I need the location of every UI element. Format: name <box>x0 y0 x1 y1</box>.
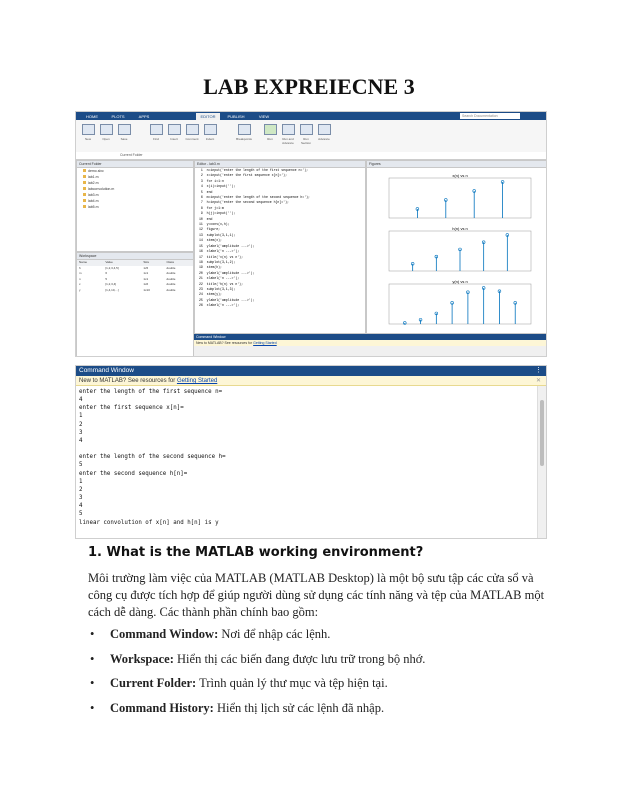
mini-command-window <box>194 334 546 356</box>
workspace-cell: double <box>166 287 176 292</box>
workspace-cell: double <box>166 276 176 281</box>
toolstrip-ribbon <box>76 120 546 153</box>
document-title: LAB EXPREIECNE 3 <box>203 74 415 99</box>
code-line[interactable]: 16 xlabel('n --->'); <box>199 249 240 254</box>
open-button[interactable]: Open <box>98 124 114 146</box>
workspace-cell: m <box>79 271 82 275</box>
plot-title: y(n) vs n <box>452 279 468 284</box>
code-line[interactable]: 21 xlabel('n --->'); <box>199 276 240 281</box>
bullet-icon: • <box>90 676 95 690</box>
code-editor[interactable] <box>195 168 365 309</box>
command-output-line: 3 <box>79 495 83 502</box>
run-button[interactable]: Run <box>262 124 278 146</box>
component-description: Nơi để nhập các lệnh. <box>218 627 331 641</box>
component-term: Current Folder: <box>110 676 197 690</box>
workspace-cell: y <box>79 287 81 292</box>
window-menu-icon[interactable]: ⋮ <box>535 367 542 374</box>
command-output-line: 1 <box>79 478 83 485</box>
file-item[interactable]: lab4.m <box>77 198 193 204</box>
stem-plots <box>367 168 545 332</box>
code-line[interactable]: 23 subplot(3,1,3); <box>199 286 236 291</box>
component-list-item <box>88 675 548 700</box>
component-term: Command Window: <box>110 627 219 641</box>
plot-title: h(n) vs n <box>452 226 468 231</box>
workspace-cell: 5 <box>105 276 108 281</box>
tab-apps[interactable]: APPS <box>138 114 150 119</box>
workspace-cell: 1x5 <box>143 265 149 270</box>
tab-publish[interactable]: PUBLISH <box>227 114 245 119</box>
workspace-column-header[interactable]: Class <box>164 260 193 266</box>
workspace-header: Workspace <box>77 253 193 260</box>
mini-command-window-title: Command Window <box>194 334 546 340</box>
component-description: Hiển thị các biến đang được lưu trữ trong bộ nhớ. <box>173 651 426 666</box>
search-input[interactable]: Search Documentation <box>460 113 520 119</box>
code-line[interactable]: 3 for i=1:n <box>199 178 224 183</box>
vertical-scrollbar[interactable] <box>537 386 546 538</box>
code-line[interactable]: 10 end <box>199 216 213 221</box>
code-line[interactable]: 25 ylabel('amplitude --->'); <box>199 297 255 302</box>
file-item[interactable]: lab2.m <box>77 180 193 186</box>
command-output-line: enter the length of the second sequence h= <box>79 454 226 461</box>
command-output-line: 4 <box>79 503 83 510</box>
plot-title: x(n) vs n <box>452 173 468 178</box>
code-line[interactable]: 8 for j=1:m <box>199 205 224 210</box>
workspace-column-header[interactable]: Size <box>141 260 164 266</box>
getting-started-link[interactable]: Getting Started <box>176 378 218 384</box>
code-line[interactable]: 11 y=conv(x,h); <box>199 222 230 227</box>
command-window-title: Command Window ⋮ <box>76 366 546 376</box>
bullet-icon: • <box>90 627 95 641</box>
workspace-cell: 1x1 <box>143 271 149 275</box>
file-list <box>77 168 193 210</box>
breakpoints-button[interactable]: Breakpoints <box>236 124 252 146</box>
workspace-cell: [1,2,3,4] <box>105 282 117 286</box>
command-output-line: 2 <box>79 421 83 428</box>
section-paragraph: Môi trường làm việc của MATLAB (MATLAB Desktop) là một bộ sưu tập các cửa sổ và công cụ được tích hợp để giúp người dùng sử dụng các tính năng và tệp của MATLAB một cách dễ dàng. Các thành phần chính bao gồm: <box>88 571 545 619</box>
workspace-row[interactable] <box>77 288 193 294</box>
workspace-cell: double <box>166 271 176 275</box>
figure-header: Figures <box>367 161 547 168</box>
indent-button[interactable]: Indent <box>202 124 218 146</box>
workspace-cell: double <box>166 282 176 286</box>
code-line[interactable]: 18 subplot(3,1,2); <box>199 259 236 264</box>
code-line[interactable]: 1 n=input('enter the length of the first sequence n='); <box>199 168 309 172</box>
workspace-cell: double <box>166 265 176 270</box>
scroll-thumb[interactable] <box>540 400 544 466</box>
tab-home[interactable]: HOME <box>86 114 98 119</box>
workspace-cell: h <box>79 265 81 270</box>
file-item[interactable]: lab3.m <box>77 192 193 198</box>
command-output-line: 5 <box>79 511 83 518</box>
close-icon[interactable]: ✕ <box>535 378 541 384</box>
figure-pane <box>366 160 547 334</box>
component-description: Hiển thị lịch sử các lệnh đã nhập. <box>213 700 385 715</box>
code-line[interactable]: 17 title('x(n) vs n'); <box>199 254 243 259</box>
workspace-cell: [1,2,3,4,5] <box>105 265 119 270</box>
command-output-line: linear convolution of x[n] and h[n] is y <box>79 519 219 526</box>
workspace-cell: [1,4,10,...] <box>105 287 119 292</box>
file-item[interactable]: lab5.m <box>77 204 193 210</box>
workspace-cell: x <box>79 282 81 286</box>
editor-header: Editor - lab3.m <box>195 161 365 168</box>
code-line[interactable]: 26 xlabel('n --->'); <box>199 303 240 308</box>
comment-button[interactable]: Comment <box>184 124 200 146</box>
advance-button[interactable]: Advance <box>316 124 332 146</box>
file-item[interactable]: lab1.m <box>77 174 193 180</box>
workspace-table <box>77 260 193 293</box>
current-folder-header: Current Folder <box>77 161 193 168</box>
command-output-line: enter the length of the first sequence n= <box>79 389 223 395</box>
command-output-line: 4 <box>79 397 83 404</box>
component-list-item <box>88 700 548 725</box>
command-output-line: enter the second sequence h[n]= <box>79 470 188 477</box>
component-list-item <box>88 626 548 651</box>
command-output[interactable] <box>79 388 529 527</box>
workspace-cell: 6 <box>105 271 108 275</box>
component-list <box>88 626 548 724</box>
axes-box <box>389 284 531 324</box>
current-folder-path: Current Folder <box>120 153 143 157</box>
workspace-cell: n <box>79 276 81 281</box>
workspace-column-header[interactable]: Value <box>103 260 141 266</box>
command-output-line: 2 <box>79 486 83 493</box>
code-line[interactable]: 20 ylabel('amplitude --->'); <box>199 270 255 275</box>
tab-plots[interactable]: PLOTS <box>111 114 125 119</box>
find-button[interactable]: Find <box>148 124 164 146</box>
command-output-line: 1 <box>79 413 83 420</box>
file-item[interactable]: demo.slxc <box>77 168 193 174</box>
code-line[interactable]: 12 figure; <box>199 227 221 232</box>
code-line[interactable]: 9 h(j)=input(''); <box>199 211 236 216</box>
code-line[interactable]: 6 m=input('enter the length of the second sequence h='); <box>199 195 310 200</box>
axes-box <box>389 178 531 218</box>
command-output-line: 3 <box>79 429 83 436</box>
subplot <box>389 279 531 324</box>
code-line[interactable]: 22 title('h(n) vs n'); <box>199 281 243 286</box>
matlab-desktop-screenshot <box>75 111 547 357</box>
mini-command-note: New to MATLAB? See resources for Getting Started <box>194 340 546 346</box>
code-line[interactable]: 7 h=input('enter the second sequence h[n]='); <box>199 200 289 205</box>
tab-editor[interactable]: EDITOR <box>196 113 220 120</box>
component-term: Command History: <box>110 700 214 715</box>
file-item[interactable]: labconvolution.m <box>77 186 193 192</box>
run-section-button[interactable]: Run Section <box>298 124 314 146</box>
code-line[interactable]: 14 stem(x); <box>199 238 222 243</box>
command-output-line: 4 <box>79 437 83 444</box>
workspace-column-header[interactable]: Name <box>77 260 103 266</box>
save-button[interactable]: Save <box>116 124 132 146</box>
new-button[interactable]: New <box>80 124 96 146</box>
code-line[interactable]: 13 subplot(3,1,1); <box>199 232 236 237</box>
toolstrip-tabs <box>76 112 546 120</box>
current-folder-pane <box>76 160 194 252</box>
address-bar[interactable] <box>76 152 546 160</box>
bullet-icon: • <box>90 651 95 666</box>
command-window-screenshot <box>75 365 547 539</box>
bullet-icon: • <box>90 700 95 715</box>
code-line[interactable]: 2 x=input('enter the first sequence x[n]='); <box>199 173 287 178</box>
component-list-item <box>88 651 548 676</box>
workspace-cell: 1x10 <box>143 287 150 292</box>
code-line[interactable]: 5 end <box>199 189 213 194</box>
command-output-line: enter the first sequence x[n]= <box>79 405 184 412</box>
getting-started-link[interactable]: Getting Started <box>253 341 277 345</box>
editor-pane <box>194 160 366 334</box>
workspace-cell: 1x1 <box>143 276 149 281</box>
code-line[interactable]: 24 stem(y); <box>199 292 222 297</box>
section-heading: 1. What is the MATLAB working environment? <box>88 545 424 560</box>
subplot <box>389 226 531 271</box>
insert-button[interactable]: Insert <box>166 124 182 146</box>
command-output-line <box>79 445 529 453</box>
component-description: Trình quản lý thư mục và tệp hiện tại. <box>196 676 388 690</box>
code-line[interactable]: 19 stem(h); <box>199 265 222 270</box>
command-window-note: New to MATLAB? See resources for Getting Started ✕ <box>76 376 546 386</box>
workspace-pane <box>76 252 194 357</box>
command-output-line: 5 <box>79 462 83 469</box>
subplot <box>389 173 531 218</box>
component-term: Workspace: <box>110 651 174 666</box>
code-line[interactable]: 4 x(i)=input(''); <box>199 184 236 189</box>
tab-view[interactable]: VIEW <box>258 114 270 119</box>
run-advance-button[interactable]: Run and Advance <box>280 124 296 146</box>
code-line[interactable]: 15 ylabel('amplitude --->'); <box>199 243 255 248</box>
workspace-cell: 1x6 <box>143 282 149 286</box>
